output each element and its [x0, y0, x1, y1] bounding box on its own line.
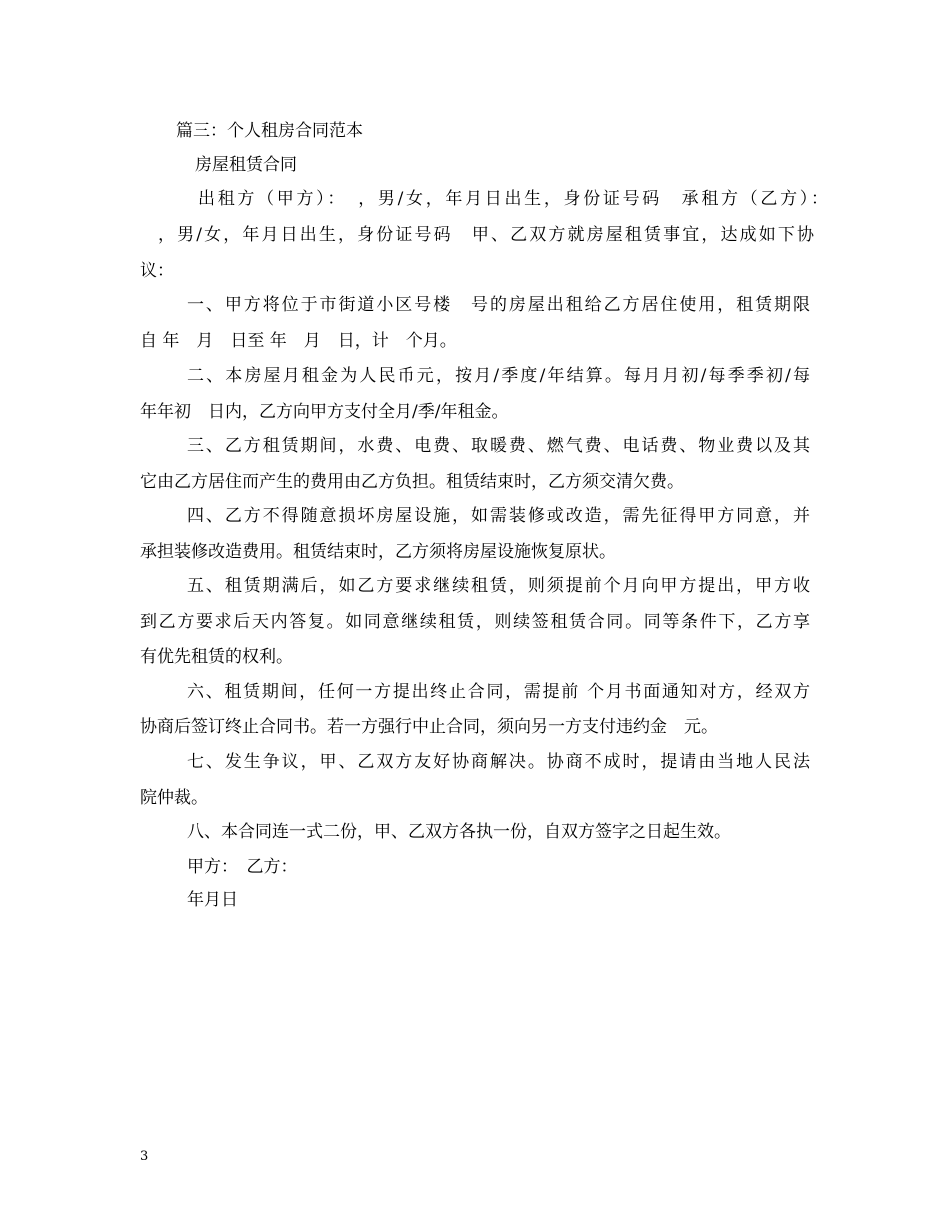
- clause-3-line-1: 三、乙方租赁期间，水费、电费、取暖费、燃气费、电话费、物业费以及其: [187, 436, 810, 456]
- contract-title: 房屋租赁合同: [195, 155, 297, 175]
- clause-6-line-2: 协商后签订终止合同书。若一方强行中止合同，须向另一方支付违约金 元。: [140, 717, 718, 737]
- clause-8-line-1: 八、本合同连一式二份，甲、乙双方各执一份，自双方签字之日起生效。: [187, 822, 731, 842]
- clause-6-line-1: 六、租赁期间，任何一方提出终止合同，需提前 个月书面通知对方，经双方: [187, 682, 810, 702]
- clause-2-line-2: 年年初 日内，乙方向甲方支付全月/季/年租金。: [140, 402, 509, 422]
- clause-7-line-2: 院仲裁。: [140, 788, 208, 808]
- clause-7-line-1: 七、发生争议，甲、乙双方友好协商解决。协商不成时，提请由当地人民法: [187, 752, 810, 772]
- paragraph-line: 议：: [140, 261, 174, 281]
- clause-4-line-2: 承担装修改造费用。租赁结束时，乙方须将房屋设施恢复原状。: [140, 542, 616, 562]
- clause-4-line-1: 四、乙方不得随意损坏房屋设施，如需装修或改造，需先征得甲方同意，并: [187, 506, 810, 526]
- clause-5-line-3: 有优先租赁的权利。: [140, 647, 293, 667]
- section-heading: 篇三：个人租房合同范本: [176, 121, 363, 141]
- clause-2-line-1: 二、本房屋月租金为人民币元，按月/季度/年结算。每月月初/每季季初/每: [187, 366, 810, 386]
- clause-3-line-2: 它由乙方居住而产生的费用由乙方负担。租赁结束时，乙方须交清欠费。: [140, 472, 684, 492]
- page-number: 3: [140, 1149, 149, 1164]
- clause-1-line-2: 自 年 月 日至 年 月 日，计 个月。: [140, 331, 457, 351]
- signature-parties: 甲方： 乙方：: [187, 857, 298, 877]
- paragraph-line: 出租方（甲方）： ，男/女，年月日出生，身份证号码 承租方（乙方）：: [198, 189, 828, 209]
- clause-5-line-1: 五、租赁期满后，如乙方要求继续租赁，则须提前个月向甲方提出，甲方收: [187, 576, 810, 596]
- paragraph-line: ，男/女，年月日出生，身份证号码 甲、乙双方就房屋租赁事宜，达成如下协: [158, 225, 814, 245]
- clause-5-line-2: 到乙方要求后天内答复。如同意继续租赁，则续签租赁合同。同等条件下，乙方享: [140, 612, 810, 632]
- clause-1-line-1: 一、甲方将位于市街道小区号楼 号的房屋出租给乙方居住使用，租赁期限: [187, 295, 810, 315]
- signature-date: 年月日: [187, 890, 238, 910]
